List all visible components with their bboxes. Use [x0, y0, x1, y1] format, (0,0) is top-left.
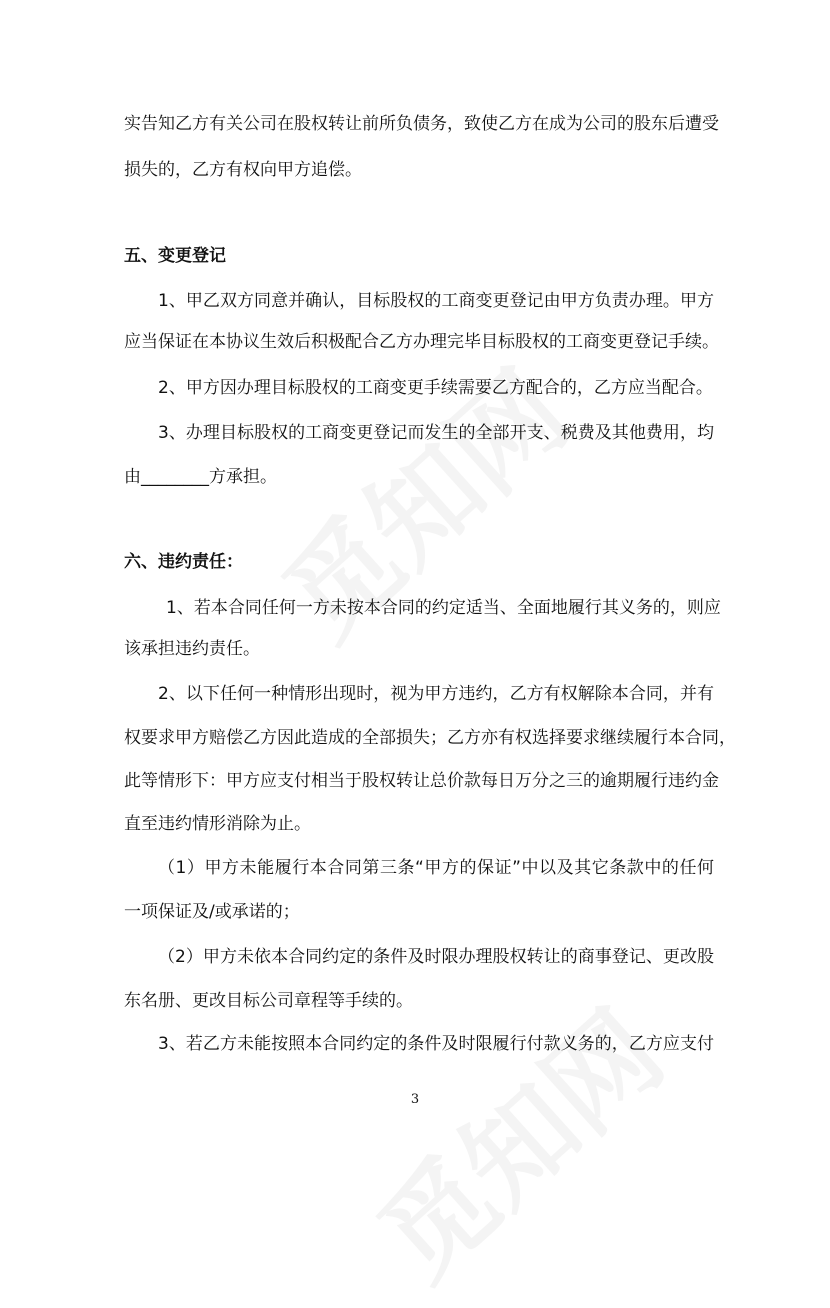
paragraph-line: 3、办理目标股权的工商变更登记而发生的全部开支、税费及其他费用，均 — [158, 423, 714, 443]
paragraph-line: 此等情形下：甲方应支付相当于股权转让总价款每日万分之三的逾期履行违约金 — [124, 771, 719, 791]
paragraph-line: 1、若本合同任何一方未按本合同的约定适当、全面地履行其义务的，则应 — [166, 598, 721, 618]
paragraph-line: 2、甲方因办理目标股权的工商变更手续需要乙方配合的，乙方应当配合。 — [158, 378, 713, 398]
section-heading-5: 五、变更登记 — [124, 246, 226, 266]
paragraph-line: 实告知乙方有关公司在股权转让前所负债务，致使乙方在成为公司的股东后遭受 — [124, 114, 719, 134]
paragraph-line: 损失的，乙方有权向甲方追偿。 — [124, 160, 362, 180]
paragraph-line: 由________方承担。 — [124, 467, 277, 487]
paragraph-line: 该承担违约责任。 — [124, 639, 260, 659]
paragraph-line: 3、若乙方未能按照本合同约定的条件及时限履行付款义务的，乙方应支付 — [158, 1034, 714, 1054]
paragraph-line: 权要求甲方赔偿乙方因此造成的全部损失；乙方亦有权选择要求继续履行本合同， — [124, 728, 736, 748]
paragraph-line: 应当保证在本协议生效后积极配合乙方办理完毕目标股权的工商变更登记手续。 — [124, 332, 719, 352]
paragraph-line: 一项保证及/或承诺的； — [124, 902, 300, 922]
page-number: 3 — [410, 1092, 420, 1107]
paragraph-line: 2、以下任何一种情形出现时，视为甲方违约，乙方有权解除本合同，并有 — [158, 684, 714, 704]
paragraph-line: 1、甲乙双方同意并确认，目标股权的工商变更登记由甲方负责办理。甲方 — [158, 291, 714, 311]
paragraph-line: （1）甲方未能履行本合同第三条“甲方的保证”中以及其它条款中的任何 — [158, 858, 714, 878]
paragraph-line: 直至违约情形消除为止。 — [124, 814, 311, 834]
section-heading-6: 六、违约责任： — [124, 552, 243, 572]
watermark-2 — [340, 970, 691, 1308]
paragraph-line: （2）甲方未依本合同约定的条件及时限办理股权转让的商事登记、更改股 — [158, 947, 714, 967]
paragraph-line: 东名册、更改目标公司章程等手续的。 — [124, 991, 413, 1011]
